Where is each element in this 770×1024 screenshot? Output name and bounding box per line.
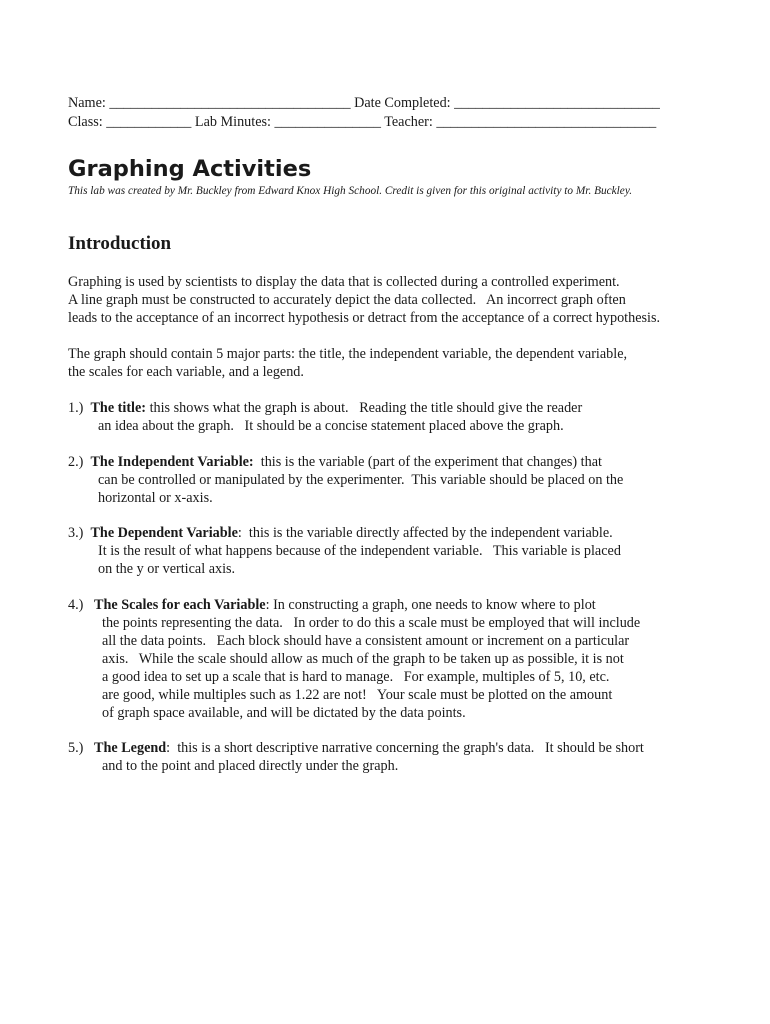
intro-paragraph-line: Graphing is used by scientists to display the data that is collected during a controlled experiment.	[68, 274, 620, 290]
list-item-scales	[68, 596, 596, 614]
list-item-continuation: It is the result of what happens because of the independent variable. This variable is placed	[98, 543, 621, 559]
list-item-continuation: axis. While the scale should allow as much of the graph to be taken up as possible, it is not	[102, 651, 624, 667]
list-item-continuation: of graph space available, and will be dictated by the data points.	[102, 705, 466, 721]
list-number: 2.)	[68, 454, 91, 470]
list-item-continuation: can be controlled or manipulated by the experimenter. This variable should be placed on the	[98, 472, 624, 488]
list-term: The title:	[90, 400, 147, 416]
section-heading-introduction: Introduction	[68, 233, 172, 254]
intro-paragraph-line: A line graph must be constructed to accurately depict the data collected. An incorrect graph often	[68, 292, 626, 308]
list-item-continuation: are good, while multiples such as 1.22 are not! Your scale must be plotted on the amount	[102, 687, 613, 703]
list-number: 3.)	[68, 525, 91, 541]
parts-paragraph-line: the scales for each variable, and a legend.	[68, 364, 304, 380]
list-item-independent-variable	[68, 453, 602, 471]
list-number: 4.)	[68, 597, 95, 613]
list-term: The Independent Variable:	[90, 454, 254, 470]
list-item-title	[68, 399, 582, 417]
list-item-continuation: on the y or vertical axis.	[98, 561, 236, 577]
list-term: The Scales for each Variable	[94, 597, 266, 613]
list-item-continuation: an idea about the graph. It should be a concise statement placed above the graph.	[98, 418, 564, 434]
list-item-continuation: the points representing the data. In order to do this a scale must be employed that will include	[102, 615, 641, 631]
list-item-dependent-variable	[68, 524, 613, 542]
list-term: The Legend	[94, 740, 167, 756]
list-text: : this is the variable directly affected by the independent variable.	[237, 525, 613, 541]
list-text: : this is a short descriptive narrative concerning the graph's data. It should be short	[166, 740, 644, 756]
list-item-continuation: horizontal or x-axis.	[98, 490, 213, 506]
list-item-continuation: all the data points. Each block should have a consistent amount or increment on a particular	[102, 633, 630, 649]
list-term: The Dependent Variable	[90, 525, 238, 541]
page-title: Graphing Activities	[68, 156, 312, 182]
list-text: this shows what the graph is about. Reading the title should give the reader	[146, 400, 583, 416]
list-item-legend	[68, 739, 644, 757]
parts-paragraph-line: The graph should contain 5 major parts: the title, the independent variable, the dependent variable,	[68, 346, 628, 362]
list-text: : In constructing a graph, one needs to know where to plot	[265, 597, 596, 613]
list-text: this is the variable (part of the experiment that changes) that	[253, 454, 602, 470]
credit-note: This lab was created by Mr. Buckley from Edward Knox High School. Credit is given for this original activity to Mr. Buckley.	[68, 185, 633, 197]
list-number: 1.)	[68, 400, 91, 416]
list-number: 5.)	[68, 740, 95, 756]
header-name-date-line: Name: __________________________________ Date Completed: _____________________________	[68, 95, 660, 111]
list-item-continuation: a good idea to set up a scale that is hard to manage. For example, multiples of 5, 10, etc.	[102, 669, 610, 685]
list-item-continuation: and to the point and placed directly under the graph.	[102, 758, 399, 774]
intro-paragraph-line: leads to the acceptance of an incorrect hypothesis or detract from the acceptance of a correct hypothesis.	[68, 310, 661, 326]
header-class-minutes-teacher-line: Class: ____________ Lab Minutes: _______________ Teacher: _______________________________	[68, 114, 657, 130]
